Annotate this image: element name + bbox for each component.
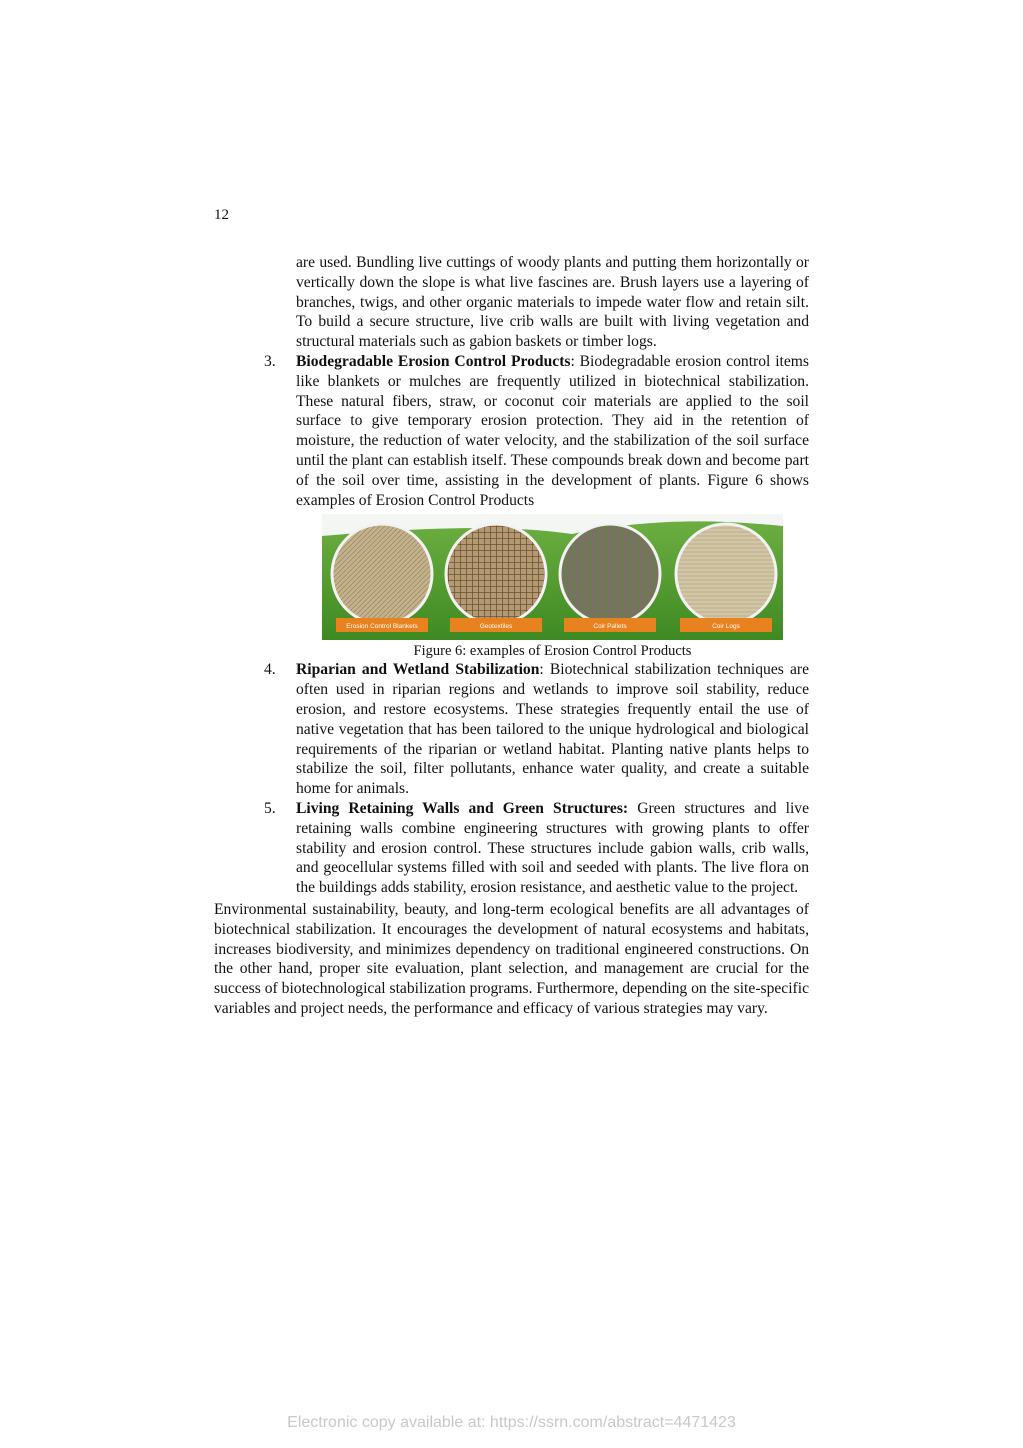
list-number: 4. [264, 661, 276, 679]
svg-text:Coir Pallets: Coir Pallets [593, 623, 627, 631]
list-item-3: 3. Biodegradable Erosion Control Products: Biodegradable erosion control items like blankets or mulches are frequently utilized in biotechnical stabilization. These natural fibers, straw, or coconut coir materials are applied to the soil surface to give temporary erosion protection. They aid in the retention of moisture, the reduction of water velocity, and the stabilization of the soil surface until the plant can establish itself. These compounds break down and become part of the soil over time, assisting in the development of plants. Figure 6 shows examples of Erosion Control Products [264, 352, 809, 509]
page-number: 12 [214, 207, 229, 223]
item-title: Riparian and Wetland Stabilization [296, 661, 540, 679]
item-text: Green structures and live retaining walls combine engineering structures with growing plants to offer stability and erosion control. These structures include gabion walls, crib walls, and geocellular systems filled with soil and seeded with plants. The live flora on the buildings adds stability, erosion resistance, and aesthetic value to the project. [296, 799, 810, 897]
footer-ssrn-link[interactable]: Electronic copy available at: https://ssrn.com/abstract=4471423 [287, 1414, 736, 1431]
closing-paragraph: Environmental sustainability, beauty, and long-term ecological benefits are all advantages of biotechnical stabilization. It encourages the development of natural ecosystems and habitats, increases biodiversity, and minimizes dependency on traditional engineered constructions. On the other hand, proper site evaluation, plant selection, and management are crucial for the success of biotechnological stabilization programs. Furthermore, depending on the site-specific variables and project needs, the performance and efficacy of various strategies may vary. [214, 900, 809, 1017]
main-content [214, 253, 809, 1019]
erosion-products-image [322, 514, 783, 640]
figure-caption: Figure 6: examples of Erosion Control Products [413, 643, 692, 660]
figure-6 [322, 514, 783, 640]
svg-text:Erosion Control Blankets: Erosion Control Blankets [346, 623, 418, 631]
list-number: 3. [264, 352, 276, 370]
continuation-paragraph: are used. Bundling live cuttings of woody plants and putting them horizontally or vertically down the slope is what live fascines are. Brush layers use a layering of branches, twigs, and other organic materials to impede water flow and retain silt. To build a secure structure, live crib walls are built with living vegetation and structural materials such as gabion baskets or timber logs. [296, 254, 809, 351]
svg-text:Coir Logs: Coir Logs [712, 623, 740, 631]
svg-text:Geotextiles: Geotextiles [479, 623, 513, 631]
list-number: 5. [264, 799, 276, 817]
list-item-4: 4. Riparian and Wetland Stabilization: Biotechnical stabilization techniques are often used in riparian regions and wetlands to improve soil stability, reduce erosion, and restore ecosystems. These strategies frequently entail the use of native vegetation that has been tailored to the unique hydrological and biological requirements of the riparian or wetland habitat. Planting native plants helps to stabilize the soil, filter pollutants, enhance water quality, and create a suitable home for animals. [264, 661, 809, 798]
item-text: Biodegradable erosion control items like blankets or mulches are frequently utilized in biotechnical stabilization. These natural fibers, straw, or coconut coir materials are applied to the soil surface to give temporary erosion protection. They aid in the retention of moisture, the reduction of water velocity, and the stabilization of the soil surface until the plant can establish itself. These compounds break down and become part of the soil over time, assisting in the development of plants. Figure 6 shows examples of Erosion Control Products [296, 352, 809, 509]
item-title: Biodegradable Erosion Control Products [296, 352, 571, 370]
item-title: Living Retaining Walls and Green Structures: [296, 799, 629, 817]
list-item-5 [214, 799, 809, 898]
item-text: Biotechnical stabilization techniques are often used in riparian regions and wetlands to improve soil stability, reduce erosion, and restore ecosystems. These strategies frequently entail the use of native vegetation that has been tailored to the unique hydrological and biological requirements of the riparian or wetland habitat. Planting native plants helps to stabilize the soil, filter pollutants, enhance water quality, and create a suitable home for animals. [296, 661, 809, 798]
